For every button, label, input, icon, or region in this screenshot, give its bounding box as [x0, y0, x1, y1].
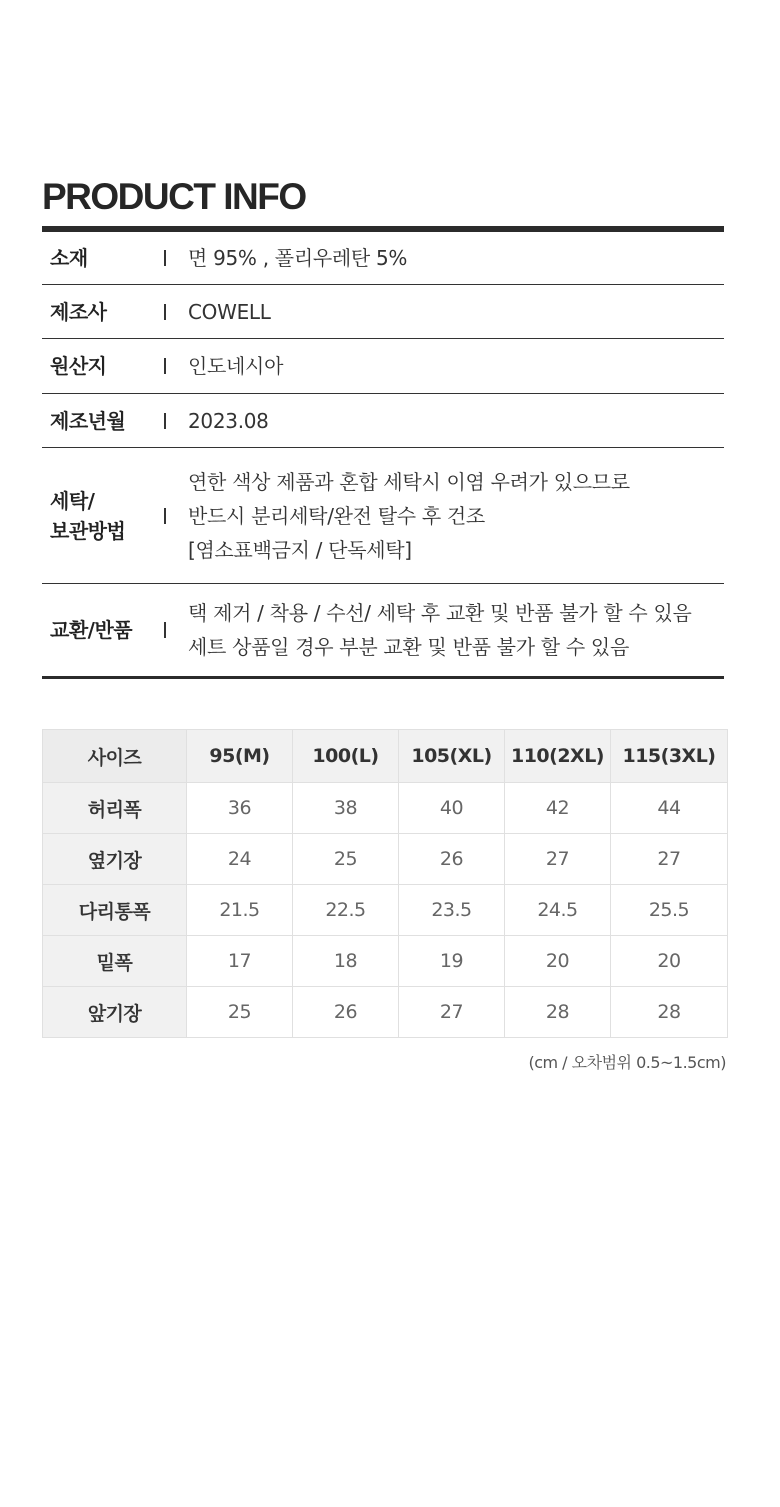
- table-cell: 25: [187, 987, 293, 1038]
- info-row-care: [42, 448, 724, 584]
- table-cell: 21.5: [187, 885, 293, 936]
- header-cell: 105(XL): [399, 730, 505, 783]
- table-cell: 24: [187, 834, 293, 885]
- table-row: [43, 783, 728, 834]
- info-label: [42, 351, 154, 381]
- table-cell: 28: [611, 987, 728, 1038]
- table-cell: 20: [505, 936, 611, 987]
- page-title: PRODUCT INFO: [42, 176, 306, 217]
- table-cell: 24.5: [505, 885, 611, 936]
- table-cell: 40: [399, 783, 505, 834]
- info-row-manufacture-date: [42, 394, 724, 448]
- header-cell: 사이즈: [43, 730, 187, 783]
- info-label-line: 제조사: [50, 299, 107, 324]
- table-cell: 22.5: [293, 885, 399, 936]
- table-cell: 27: [399, 987, 505, 1038]
- separator-bar: [164, 508, 166, 524]
- header-cell: 115(3XL): [611, 730, 728, 783]
- info-row-origin: [42, 339, 724, 394]
- separator-bar: [164, 250, 166, 266]
- table-cell: 28: [505, 987, 611, 1038]
- info-value-line: 면 95% , 폴리우레탄 5%: [188, 246, 408, 270]
- info-value: [188, 241, 407, 275]
- info-value-line: 연한 색상 제품과 혼합 세탁시 이염 우려가 있으므로: [188, 469, 630, 494]
- separator-bar: [164, 304, 166, 320]
- info-label: [42, 297, 154, 327]
- table-cell: 27: [505, 834, 611, 885]
- table-cell: 36: [187, 783, 293, 834]
- size-table: [42, 729, 728, 1038]
- info-value: [188, 596, 692, 664]
- info-label: [42, 615, 154, 645]
- row-label: 허리폭: [43, 783, 187, 834]
- row-label: 옆기장: [43, 834, 187, 885]
- table-row: [43, 987, 728, 1038]
- table-row: [43, 834, 728, 885]
- table-cell: 20: [611, 936, 728, 987]
- table-cell: 42: [505, 783, 611, 834]
- table-row: [43, 885, 728, 936]
- table-cell: 26: [399, 834, 505, 885]
- info-value-line: 반드시 분리세탁/완전 탈수 후 건조: [188, 503, 485, 528]
- table-cell: 44: [611, 783, 728, 834]
- info-value-line: 인도네시아: [188, 354, 284, 378]
- info-value: [188, 295, 271, 329]
- row-label: 밑폭: [43, 936, 187, 987]
- table-cell: 27: [611, 834, 728, 885]
- measurement-note: (cm / 오차범위 0.5~1.5cm): [528, 1053, 726, 1072]
- info-label-line: 원산지: [50, 354, 107, 378]
- info-row-manufacturer: [42, 285, 724, 339]
- info-value-line: [염소표백금지 / 단독세탁]: [188, 537, 412, 562]
- table-cell: 18: [293, 936, 399, 987]
- row-label: 앞기장: [43, 987, 187, 1038]
- info-value-line: 택 제거 / 착용 / 수선/ 세탁 후 교환 및 반품 불가 할 수 있음: [188, 601, 692, 625]
- info-value: [188, 349, 283, 383]
- size-table-header: [43, 730, 728, 783]
- separator-bar: [164, 358, 166, 374]
- info-value-line: 2023.08: [188, 408, 269, 433]
- product-info-table: [42, 226, 724, 679]
- info-value: [188, 465, 630, 567]
- table-cell: 25.5: [611, 885, 728, 936]
- table-cell: 38: [293, 783, 399, 834]
- header-cell: 95(M): [187, 730, 293, 783]
- info-label-line: 제조년월: [50, 408, 126, 433]
- info-value-line: 세트 상품일 경우 부분 교환 및 반품 불가 할 수 있음: [188, 635, 629, 659]
- table-cell: 17: [187, 936, 293, 987]
- info-label: [42, 243, 154, 273]
- separator-bar: [164, 413, 166, 429]
- info-value: [188, 404, 269, 438]
- info-label: [42, 486, 154, 546]
- info-label-line: 보관방법: [50, 518, 126, 543]
- header-cell: 100(L): [293, 730, 399, 783]
- table-row: [43, 936, 728, 987]
- table-cell: 23.5: [399, 885, 505, 936]
- table-cell: 26: [293, 987, 399, 1038]
- header-cell: 110(2XL): [505, 730, 611, 783]
- info-value-line: COWELL: [188, 299, 271, 324]
- info-label-line: 교환/반품: [50, 618, 133, 642]
- info-label-line: 소재: [50, 246, 88, 270]
- table-cell: 19: [399, 936, 505, 987]
- info-label: [42, 406, 154, 436]
- info-label-line: 세탁/: [50, 488, 95, 513]
- info-row-return: [42, 584, 724, 676]
- table-cell: 25: [293, 834, 399, 885]
- row-label: 다리통폭: [43, 885, 187, 936]
- separator-bar: [164, 622, 166, 638]
- info-row-material: [42, 232, 724, 285]
